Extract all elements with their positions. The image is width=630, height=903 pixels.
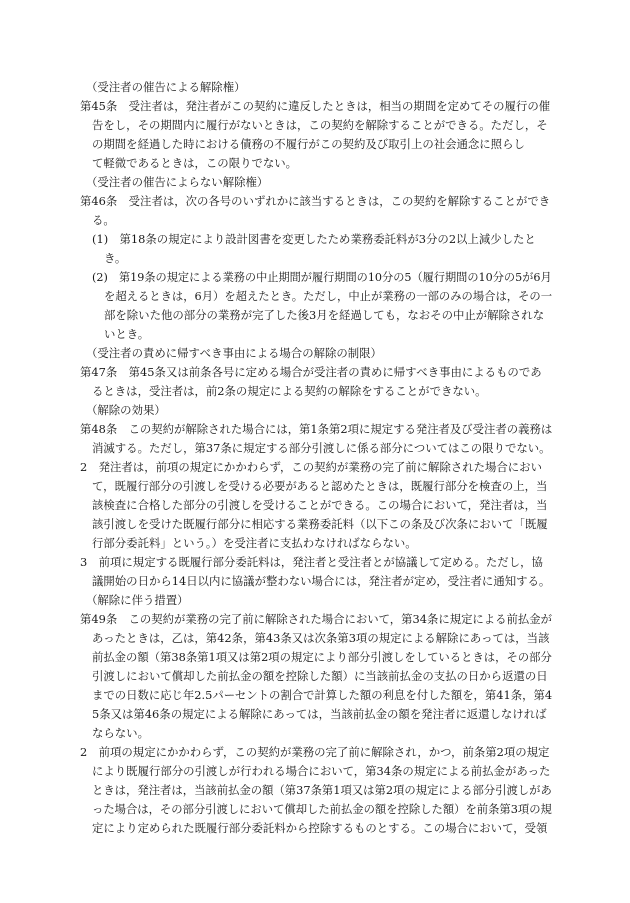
heading-article-49: （解除に伴う措置） xyxy=(86,593,189,607)
article-45-line-1: 第45条 受注者は，発注者がこの契約に違反したときは，相当の期間を定めてその履行の催 xyxy=(80,99,551,113)
article-45-line-3: の期間を経過した時における債務の不履行がこの契約及び取引上の社会通念に照らし xyxy=(92,137,525,151)
article-47-line-1: 第47条 第45条又は前条各号に定める場合が受注者の責めに帰すべき事由によるものであ xyxy=(80,365,542,379)
article-45-line-4: て軽微であるときは，この限りでない。 xyxy=(92,156,298,170)
heading-article-46: （受注者の催告によらない解除権） xyxy=(86,175,269,189)
article-48-para-2-line-3: 該検査に合格した部分の引渡しを受けることができる。この場合において，発注者は，当 xyxy=(92,498,548,512)
article-48-para-2-line-4: 該引渡しを受けた既履行部分に相応する業務委託料（以下この条及び次条において「既履 xyxy=(92,517,548,531)
article-47-line-2: るときは，受注者は，前2条の規定による契約の解除をすることができない。 xyxy=(92,384,487,398)
article-49-para-2-line-4: った場合は，その部分引渡しにおいて償却した前払金の額を控除した額）を前条第3項の規 xyxy=(92,802,552,816)
article-48-line-2: 消滅する。ただし，第37条に規定する部分引渡しに係る部分についてはこの限りでない。 xyxy=(92,441,551,455)
article-48-para-2-line-2: て，既履行部分の引渡しを受ける必要があると認めたときは，既履行部分を検査の上，当 xyxy=(92,479,548,493)
article-49-para-2-line-2: により既履行部分の引渡しが行われる場合において，第34条の規定による前払金があった xyxy=(92,764,551,778)
article-48-line-1: 第48条 この契約が解除された場合には，第1条第2項に規定する発注者及び受注者の義務は xyxy=(80,422,553,436)
heading-article-45: （受注者の催告による解除権） xyxy=(86,80,246,94)
article-48-para-2-line-5: 行部分委託料」という。）を受注者に支払わなければならない。 xyxy=(92,536,417,550)
article-48-para-3-line-2: 議開始の日から14日以内に協議が整わない場合には，発注者が定め，受注者に通知する。 xyxy=(92,574,551,588)
article-46-item-2-line-2: を超えるときは，6月）を超えたとき。ただし，中止が業務の一部のみの場合は，その一 xyxy=(104,289,553,303)
article-49-para-2-line-5: 定により定められた既履行部分委託料から控除するものとする。この場合において，受領 xyxy=(92,821,548,835)
article-46-line-2: る。 xyxy=(92,213,115,227)
article-49-line-3: 前払金の額（第38条第1項又は第2項の規定により部分引渡しをしているときは，その部分 xyxy=(92,650,552,664)
article-46-item-2-line-1: (2) 第19条の規定による業務の中止期間が履行期間の10分の5（履行期間の10分の5が6月 xyxy=(92,270,552,284)
article-49-para-2-line-3: ときは，発注者は，当該前払金の額（第37条第1項又は第2項の規定による部分引渡しがあ xyxy=(92,783,552,797)
article-49-para-2-line-1: 2 前項の規定にかかわらず，この契約が業務の完了前に解除され，かつ，前条第2項の規定 xyxy=(80,745,550,759)
article-46-item-2-line-4: いとき。 xyxy=(104,327,150,341)
article-46-line-1: 第46条 受注者は，次の各号のいずれかに該当するときは，この契約を解除することができ xyxy=(80,194,551,208)
article-46-item-1-line-1: (1) 第18条の規定により設計図書を変更したため業務委託料が3分の2以上減少したと xyxy=(92,232,536,246)
article-49-line-4: 引渡しにおいて償却した前払金の額を控除した額）に当該前払金の支払の日から返還の日 xyxy=(92,669,548,683)
article-48-para-2-line-1: 2 発注者は，前項の規定にかかわらず，この契約が業務の完了前に解除された場合におい xyxy=(80,460,542,474)
heading-article-47: （受注者の責めに帰すべき事由による場合の解除の制限） xyxy=(86,346,382,360)
article-46-item-2-line-3: 部を除いた他の部分の業務が完了した後3月を経過しても，なおその中止が解除されな xyxy=(104,308,545,322)
article-48-para-3-line-1: 3 前項に規定する既履行部分委託料は，発注者と受注者とが協議して定める。ただし，協 xyxy=(80,555,543,569)
heading-article-48: （解除の効果） xyxy=(86,403,166,417)
article-46-item-1-line-2: き。 xyxy=(104,251,127,265)
article-49-line-5: までの日数に応じ年2.5パーセントの割合で計算した額の利息を付した額を，第41条，第4 xyxy=(92,688,553,702)
article-49-line-2: あったときは，乙は，第42条，第43条又は次条第3項の規定による解除にあっては，当該 xyxy=(92,631,550,645)
article-49-line-6: 5条又は第46条の規定による解除にあっては，当該前払金の額を発注者に返還しなければ xyxy=(92,707,547,721)
article-49-line-7: ならない。 xyxy=(92,726,149,740)
article-49-line-1: 第49条 この契約が業務の完了前に解除された場合において，第34条に規定による前払金が xyxy=(80,612,552,626)
article-45-line-2: 告をし，その期間内に履行がないときは，この契約を解除することができる。ただし，そ xyxy=(92,118,548,132)
